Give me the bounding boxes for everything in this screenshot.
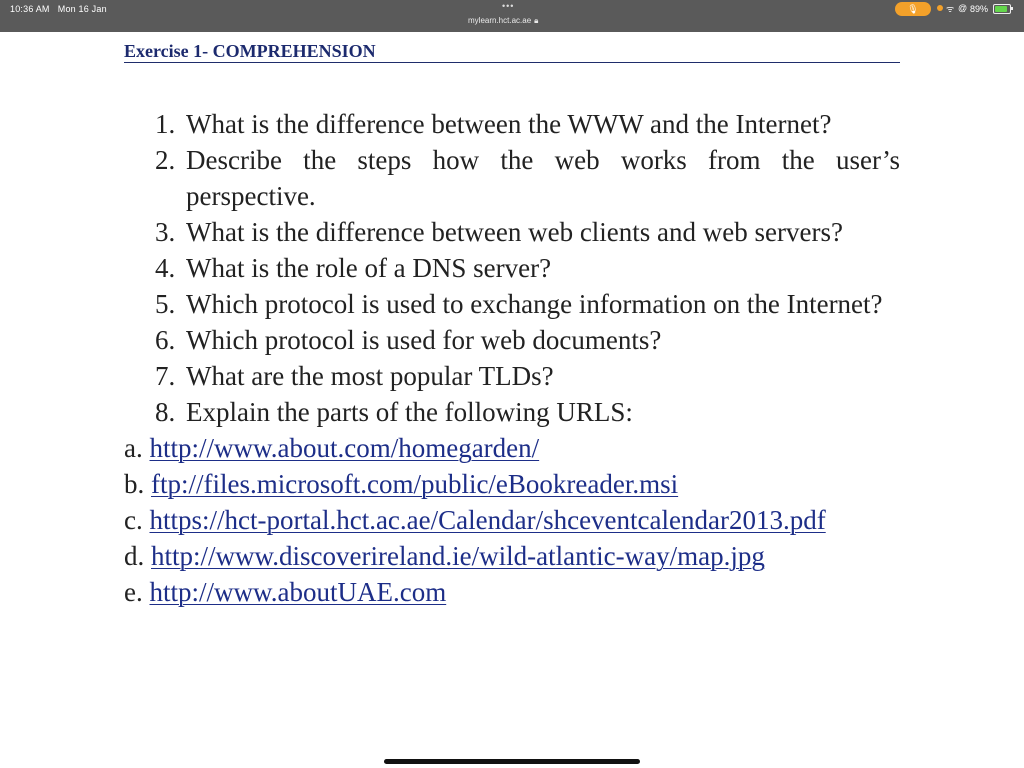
url-link-e[interactable]: http://www.aboutUAE.com [149, 577, 447, 607]
url-link-b[interactable]: ftp://files.microsoft.com/public/eBookreader.msi [151, 469, 679, 499]
question-item: 5. Which protocol is used to exchange information on the Internet? [155, 289, 883, 319]
lock-icon: 🔒︎ [534, 16, 539, 25]
question-item: 4. What is the role of a DNS server? [155, 253, 552, 283]
document-body [124, 106, 900, 610]
url-link-d[interactable]: http://www.discoverireland.ie/wild-atlantic-way/map.jpg [151, 541, 765, 571]
battery-percent: 89% [970, 4, 989, 14]
home-indicator[interactable] [384, 759, 640, 764]
question-item: 3. What is the difference between web clients and web servers? [155, 217, 843, 247]
question-item: 1. What is the difference between the WWW and the Internet? [155, 109, 832, 139]
battery-icon [993, 4, 1011, 14]
exercise-heading: Exercise 1- COMPREHENSION [124, 40, 900, 63]
url-item-b: b. ftp://files.microsoft.com/public/eBookreader.msi [124, 469, 679, 499]
status-time-date: 10:36 AM Mon 16 Jan [10, 4, 107, 14]
more-dots-icon[interactable]: ••• [502, 1, 515, 11]
url-link-a[interactable]: http://www.about.com/homegarden/ [149, 433, 540, 463]
url-item-a: a. http://www.about.com/homegarden/ [124, 433, 540, 463]
url-link-c[interactable]: https://hct-portal.hct.ac.ae/Calendar/shceventcalendar2013.pdf [149, 505, 826, 535]
status-bar [0, 0, 1024, 32]
url-item-c: c. https://hct-portal.hct.ac.ae/Calendar/shceventcalendar2013.pdf [124, 505, 826, 535]
question-item: 7. What are the most popular TLDs? [155, 361, 554, 391]
url-item-e: e. http://www.aboutUAE.com [124, 577, 447, 607]
recording-dot-icon [937, 5, 943, 11]
location-icon: @ [958, 3, 968, 13]
wifi-icon: ᯤ [946, 4, 955, 14]
microphone-icon[interactable]: 🎙︎ [895, 2, 931, 16]
url-item-d: d. http://www.discoverireland.ie/wild-atlantic-way/map.jpg [124, 541, 765, 571]
question-item: 8. Explain the parts of the following URLS: [155, 397, 633, 427]
question-item: 2. Describe the steps how the web works from the user’s perspective. [155, 145, 900, 211]
question-item: 6. Which protocol is used for web documents? [155, 325, 662, 355]
address-url[interactable]: mylearn.hct.ac.ae 🔒︎ [468, 16, 539, 25]
